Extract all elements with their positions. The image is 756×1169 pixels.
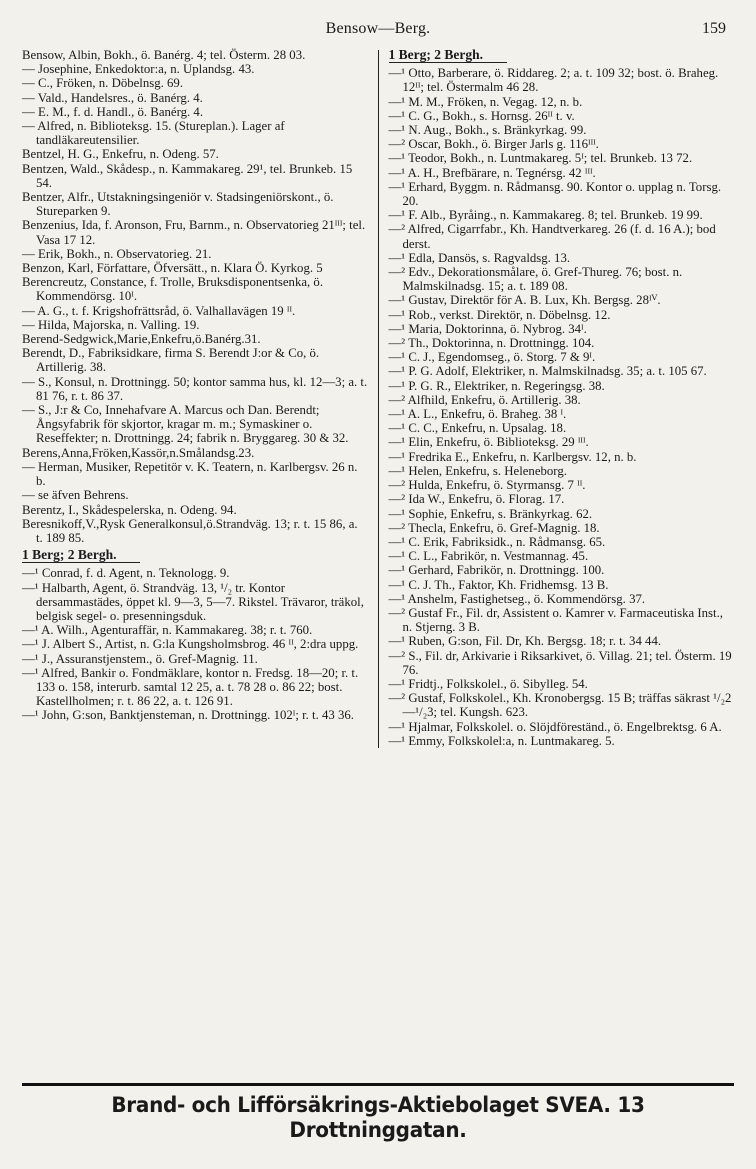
directory-entry: —¹ Conrad, f. d. Agent, n. Teknologg. 9. xyxy=(22,566,230,581)
directory-entry: —¹ Helen, Enkefru, s. Heleneborg. xyxy=(388,463,567,478)
directory-entry: — A. G., t. f. Krigshofrättsråd, ö. Valhallavägen 19 ᴵᴵ. xyxy=(22,303,296,318)
directory-entry: —¹ C. C., Enkefru, n. Upsalag. 18. xyxy=(388,421,567,436)
directory-entry: —¹ Fredrika E., Enkefru, n. Karlbergsv. 12, n. b. xyxy=(388,449,637,464)
directory-entry: — Alfred, n. Biblioteksg. 15. (Stureplan.). Lager af tandläkareutensilier. xyxy=(22,119,285,148)
directory-entry: —¹ M. M., Fröken, n. Vegag. 12, n. b. xyxy=(388,94,583,109)
directory-entry: —¹ Emmy, Folkskolel:a, n. Luntmakareg. 5. xyxy=(388,733,615,748)
page-number: 159 xyxy=(702,20,726,37)
footer-rule xyxy=(22,1083,734,1086)
directory-entry: —¹ Sophie, Enkefru, s. Bränkyrkag. 62. xyxy=(388,506,593,521)
right-column xyxy=(389,48,735,748)
directory-entry: —¹ Hjalmar, Folkskolel. o. Slöjdföreständ., ö. Engelbrektsg. 6 A. xyxy=(388,719,722,734)
directory-entry: —¹ Halbarth, Agent, ö. Strandväg. 13, ¹/₂ tr. Kontor dersammastädes, öppet kl. 9—3, 5—7. Rikstel. Trävaror, träkol, belgisk segel- o. presenningsduk. xyxy=(22,580,364,623)
directory-entry: — Hilda, Majorska, n. Valling. 19. xyxy=(22,317,200,332)
directory-entry: Bentzer, Alfr., Utstakningsingeniör v. Stadsingeniörskont., ö. Stureparken 9. xyxy=(22,190,334,219)
directory-entry: —¹ A. Wilh., Agenturaffär, n. Kammakareg. 38; r. t. 760. xyxy=(22,623,313,638)
directory-entry: — Herman, Musiker, Repetitör v. K. Teatern, n. Karlbergsv. 26 n. b. xyxy=(22,459,358,489)
directory-entry: —² Hulda, Enkefru, ö. Styrmansg. 7 ᴵᴵ. xyxy=(388,478,586,493)
directory-entry: —¹ Edla, Dansös, s. Ragvaldsg. 13. xyxy=(388,250,571,265)
directory-entry: — Josephine, Enkedoktor:a, n. Uplandsg. 43. xyxy=(22,62,255,77)
directory-entry: —¹ Erhard, Byggm. n. Rådmansg. 90. Kontor o. upplag n. Torsg. 20. xyxy=(388,179,722,209)
directory-entry: —¹ A. L., Enkefru, ö. Braheg. 38 ᴵ. xyxy=(388,407,567,422)
directory-entry: Bentzel, H. G., Enkefru, n. Odeng. 57. xyxy=(22,147,219,162)
directory-entry: —¹ Teodor, Bokh., n. Luntmakareg. 5ᴵ; tel. Brunkeb. 13 72. xyxy=(388,151,693,166)
directory-entry: Berendt, D., Fabriksidkare, firma S. Berendt J:or & Co, ö. Artillerig. 38. xyxy=(22,346,320,375)
directory-entry: Berentz, I., Skådespelerska, n. Odeng. 94. xyxy=(22,502,237,517)
directory-entry: Benzon, Karl, Författare, Öfversätt., n. Klara Ö. Kyrkog. 5 xyxy=(22,261,323,276)
directory-entry: —¹ Elin, Enkefru, ö. Biblioteksg. 29 ᴵᴵᴵ. xyxy=(388,435,589,450)
footer-advert: Brand- och Lifförsäkrings-Aktiebolaget SVEA. 13 Drottninggatan. xyxy=(111,1091,645,1143)
running-head: Bensow—Berg. xyxy=(325,20,431,37)
directory-entry: —¹ J., Assuranstjenstem., ö. Gref-Magnig. 11. xyxy=(22,651,258,666)
directory-entry: —² Alfred, Cigarrfabr., Kh. Handtverkareg. 26 (f. d. 16 A.); bod derst. xyxy=(388,222,716,251)
directory-entry: —¹ Anshelm, Fastighetseg., ö. Kommendörsg. 37. xyxy=(388,591,646,606)
directory-entry: —² Ida W., Enkefru, ö. Florag. 17. xyxy=(388,492,565,507)
directory-entry: —¹ C. Erik, Fabriksidk., n. Rådmansg. 65. xyxy=(388,534,606,549)
directory-entry: —¹ Otto, Barberare, ö. Riddareg. 2; a. t. 109 32; bost. ö. Braheg. 12ᴵᴵ; tel. Östermalm 46 28. xyxy=(388,66,719,95)
directory-entry: —¹ C. G., Bokh., s. Hornsg. 26ᴵᴵ t. v. xyxy=(388,108,575,123)
directory-entry: —² Th., Doktorinna, n. Drottningg. 104. xyxy=(388,336,595,351)
directory-entry: Berend-Sedgwick,Marie,Enkefru,ö.Banérg.31. xyxy=(22,332,261,347)
directory-entry: —¹ Rob., verkst. Direktör, n. Döbelnsg. 12. xyxy=(388,307,611,322)
directory-entry: — S., Konsul, n. Drottningg. 50; kontor samma hus, kl. 12—3; a. t. 81 76, r. t. 86 37. xyxy=(22,374,368,403)
section-subhead: 1 Berg; 2 Bergh. xyxy=(22,548,140,563)
directory-entry: — Erik, Bokh., n. Observatorieg. 21. xyxy=(22,246,212,261)
directory-entry: — Vald., Handelsres., ö. Banérg. 4. xyxy=(22,90,203,105)
directory-entry: —¹ Gerhard, Fabrikör, n. Drottningg. 100. xyxy=(388,563,605,578)
directory-entry: —¹ N. Aug., Bokh., s. Bränkyrkag. 99. xyxy=(388,123,587,138)
directory-entry: —¹ John, G:son, Banktjensteman, n. Drottningg. 102ᴵ; r. t. 43 36. xyxy=(22,708,354,723)
directory-entry: —¹ J. Albert S., Artist, n. G:la Kungsholmsbrog. 46 ᴵᴵ, 2:dra uppg. xyxy=(22,637,359,652)
directory-entry: —¹ F. Alb., Byråing., n. Kammakareg. 8; tel. Brunkeb. 19 99. xyxy=(388,208,703,223)
directory-entry: —¹ Fridtj., Folkskolel., ö. Sibylleg. 54. xyxy=(388,676,588,691)
directory-entry: —¹ Gustav, Direktör för A. B. Lux, Kh. Bergsg. 28ᴵⱽ. xyxy=(388,293,661,308)
directory-entry: — S., J:r & Co, Innehafvare A. Marcus och Dan. Berendt; Ångsyfabrik för skjortor, kragar m. m.; Symaskiner o. Reseffekter; n. Drottningg. 24; fabrik n. Bryggareg. 30 & 32. xyxy=(22,403,349,446)
directory-entry: —² Oscar, Bokh., ö. Birger Jarls g. 116ᴵᴵᴵ. xyxy=(388,137,599,152)
directory-entry: —¹ Ruben, G:son, Fil. Dr, Kh. Bergsg. 18; r. t. 34 44. xyxy=(388,634,662,649)
directory-entry: — se äfven Behrens. xyxy=(22,488,129,503)
directory-entry: Beresnikoff,V.,Rysk Generalkonsul,ö.Strandväg. 13; r. t. 15 86, a. t. 189 85. xyxy=(22,516,358,545)
directory-entry: Benzenius, Ida, f. Aronson, Fru, Barnm., n. Observatorieg 21ᴵᴵᴵ; tel. Vasa 17 12. xyxy=(22,218,366,247)
directory-entry: —¹ C. J., Egendomseg., ö. Storg. 7 & 9ᴵ. xyxy=(388,350,596,365)
directory-entry: —¹ C. L., Fabrikör, n. Vestmannag. 45. xyxy=(388,549,589,564)
left-column xyxy=(22,48,368,748)
directory-entry: —¹ C. J. Th., Faktor, Kh. Fridhemsg. 13 B. xyxy=(388,577,609,592)
directory-entry: Bensow, Albin, Bokh., ö. Banérg. 4; tel. Österm. 28 03. xyxy=(22,48,306,62)
directory-entry: —² S., Fil. dr, Arkivarie i Riksarkivet, ö. Villag. 21; tel. Österm. 19 76. xyxy=(388,648,732,677)
directory-entry: —² Edv., Dekorationsmålare, ö. Gref-Thureg. 76; bost. n. Malmskilnadsg. 15; a. t. 189 08. xyxy=(388,265,683,294)
section-subhead: 1 Berg; 2 Bergh. xyxy=(389,48,507,63)
directory-entry: Berens,Anna,Fröken,Kassör,n.Smålandsg.23. xyxy=(22,445,255,460)
directory-entry: —¹ A. H., Brefbärare, n. Tegnérsg. 42 ᴵᴵᴵ. xyxy=(388,165,596,180)
directory-entry: — C., Fröken, n. Döbelnsg. 69. xyxy=(22,76,184,91)
directory-entry: —² Gustaf Fr., Fil. dr, Assistent o. Kamrer v. Farmaceutiska Inst., n. Stjerng. 3 B. xyxy=(388,605,723,635)
directory-entry: — E. M., f. d. Handl., ö. Banérg. 4. xyxy=(22,104,204,119)
directory-entry: —² Thecla, Enkefru, ö. Gref-Magnig. 18. xyxy=(388,520,600,535)
directory-entry: Bentzen, Wald., Skådesp., n. Kammakareg. 29¹, tel. Brunkeb. 15 54. xyxy=(22,161,353,190)
directory-entry: —¹ P. G. R., Elektriker, n. Regeringsg. 38. xyxy=(388,378,605,393)
directory-entry: —¹ P. G. Adolf, Elektriker, n. Malmskilnadsg. 35; a. t. 105 67. xyxy=(388,364,707,379)
directory-entry: Berencreutz, Constance, f. Trolle, Bruksdisponentsenka, ö. Kommendörsg. 10ᴵ. xyxy=(22,275,324,304)
columns xyxy=(22,48,734,748)
directory-entry: —² Alfhild, Enkefru, ö. Artillerig. 38. xyxy=(388,392,581,407)
column-divider xyxy=(378,50,379,748)
directory-entry: —² Gustaf, Folkskolel., Kh. Kronobergsg. 15 B; träffas säkrast ¹/₂2—¹/₂3; tel. Kungsh. 623. xyxy=(388,691,732,720)
page-header xyxy=(22,18,734,44)
directory-entry: —¹ Maria, Doktorinna, ö. Nybrog. 34ᴵ. xyxy=(388,321,587,336)
directory-entry: —¹ Alfred, Bankir o. Fondmäklare, kontor n. Fredsg. 18—20; r. t. 133 o. 158, interurb. samtal 12 25, a. t. 78 28 o. 86 22; bost. Kastellholmen; r. t. 86 22, a. t. 126 91. xyxy=(22,665,359,709)
